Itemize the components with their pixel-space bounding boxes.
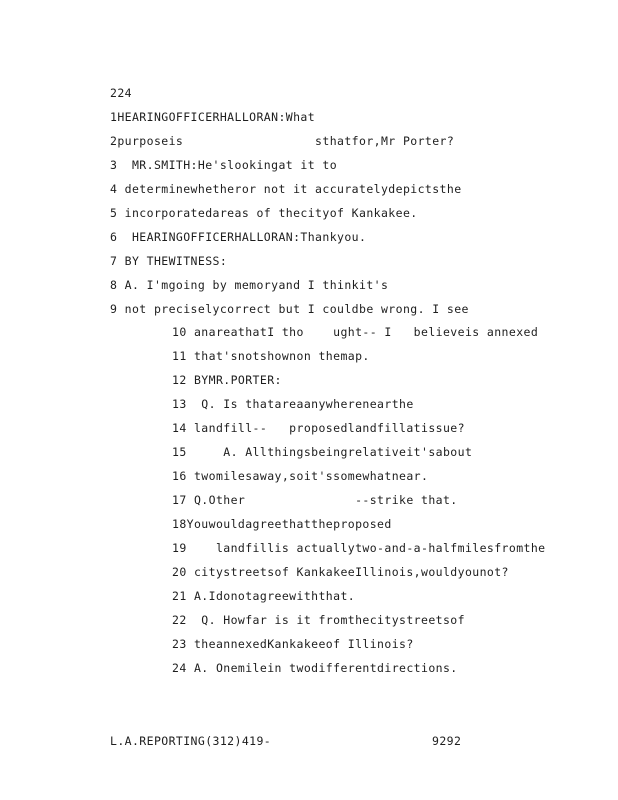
transcript-line-3: 3 MR.SMITH:He'slookingat it to — [110, 158, 338, 172]
transcript-line-23: 23 theannexedKankakeeof Illinois? — [172, 637, 414, 651]
transcript-line-8: 8 A. I'mgoing by memoryand I thinkit's — [110, 278, 389, 292]
transcript-line-14: 14 landfill-- proposedlandfillatissue? — [172, 421, 465, 435]
transcript-line-6: 6 HEARINGOFFICERHALLORAN:Thankyou. — [110, 230, 367, 244]
page-number: 224 — [110, 86, 132, 100]
transcript-line-9: 9 not preciselycorrect but I couldbe wrong. I see — [110, 302, 469, 316]
transcript-line-1: 1HEARINGOFFICERHALLORAN:What — [110, 110, 316, 124]
transcript-line-7: 7 BY THEWITNESS: — [110, 254, 228, 268]
transcript-line-22: 22 Q. Howfar is it fromthecitystreetsof — [172, 613, 465, 627]
transcript-line-2: 2purposeis sthatfor,Mr Porter? — [110, 134, 455, 148]
transcript-line-19: 19 landfillis actuallytwo-and-a-halfmilesfromthe — [172, 541, 546, 555]
transcript-line-15: 15 A. Allthingsbeingrelativeit'sabout — [172, 445, 473, 459]
transcript-line-24: 24 A. Onemilein twodifferentdirections. — [172, 661, 458, 675]
transcript-line-4: 4 determinewhetheror not it accuratelydepictsthe — [110, 182, 462, 196]
transcript-line-10: 10 anareathatI tho ught-- I believeis annexed — [172, 325, 539, 339]
transcript-line-5: 5 incorporatedareas of thecityof Kankakee. — [110, 206, 418, 220]
transcript-line-12: 12 BYMR.PORTER: — [172, 373, 282, 387]
transcript-line-18: 18Youwouldagreethattheproposed — [172, 517, 392, 531]
transcript-line-16: 16 twomilesaway,soit'ssomewhatnear. — [172, 469, 429, 483]
transcript-line-11: 11 that'snotshownon themap. — [172, 349, 370, 363]
transcript-line-13: 13 Q. Is thatareaanywherenearthe — [172, 397, 414, 411]
transcript-line-20: 20 citystreetsof KankakeeIllinois,wouldyounot? — [172, 565, 509, 579]
footer-phone-suffix: 9292 — [432, 734, 462, 748]
transcript-line-21: 21 A.Idonotagreewiththat. — [172, 589, 356, 603]
transcript-line-17: 17 Q.Other --strike that. — [172, 493, 458, 507]
footer-reporter: L.A.REPORTING(312)419- — [110, 734, 272, 748]
